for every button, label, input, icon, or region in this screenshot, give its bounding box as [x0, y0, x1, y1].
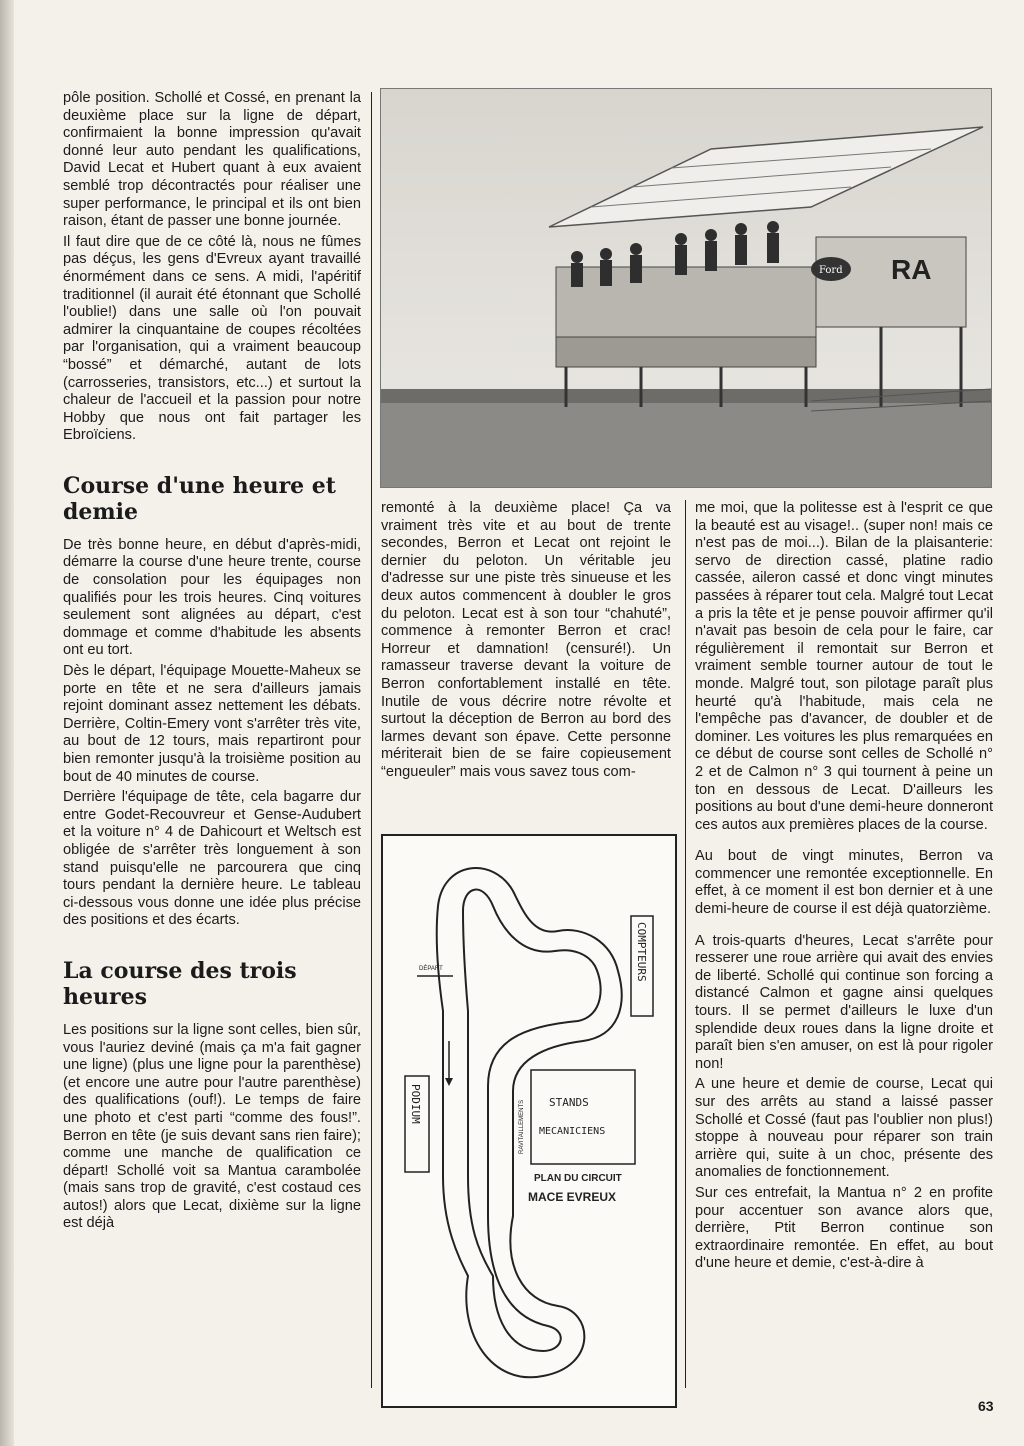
grandstand-photo: [380, 88, 992, 488]
column-left: [63, 90, 361, 1236]
circuit-map: [381, 834, 677, 1408]
paragraph: De très bonne heure, en début d'après-midi, démarre la course d'une heure trente, course de consolation pour les équipages non qualifiés pour les trois heures. Cinq voitures seulement sont alignées au départ, c'est dommage et comme d'habitude les absents ont eu tort.: [63, 536, 361, 659]
map-title-line2: MACE EVREUX: [528, 1190, 617, 1204]
direction-arrowhead-icon: [445, 1078, 453, 1086]
circuit-plan-drawing: [383, 836, 675, 1406]
column-divider: [685, 500, 686, 1388]
depart-label: DÉPART: [419, 966, 443, 972]
paragraph: me moi, que la politesse est à l'esprit ce que la beauté est au visage!.. (super non! mais ce n'est pas de moi...). Bilan de la plaisanterie: servo de direction cassé, platine radio cassée, aileron cassé et donc vingt minutes passées à réparer tout cela. Malgré tout Lecat a pris la tête et je pense pouvoir affirmer qu'il n'avait pas besoin de cela pour le faire, car régulièrement il remontait sur Berron et vraiment semble tourner autour de tout le monde. Malgré tout, son pilotage paraît plus heurté qu'à l'habitude, mais cela ne l'empêche pas d'avancer, de doubler et de dominer. Les voitures les plus remarquées en ce début de course sont celles de Schollé n° 2 et de Calmon n° 3 qui tournent à peine un ton en dessous de Lecat. D'ailleurs les positions au bout d'une demi-heure donneront ces autos aux premières places de la course.: [695, 500, 993, 833]
paragraph: pôle position. Schollé et Cossé, en prenant la deuxième place sur la ligne de départ, confirmaient la bonne impression qu'avait donné leur auto pendant les qualifications, David Lecat et Hubert quant à eux avaient semblé trop décontractés pour réaliser une super performance, le principal et ils ont bien raison, étant de passer une bonne journée.: [63, 90, 361, 230]
page-binding-edge: [0, 0, 14, 1446]
paragraph: remonté à la deuxième place! Ça va vraiment très vite et au bout de trente secondes, Berron et Lecat ont rejoint le dernier du peloton. Un véritable jeu d'adresse sur une piste très sinueuse et les deux autos commencent à doubler le gros du peloton. Lecat est à son tour “chahuté”, commence à remonter Berron et crac! Horreur et damnation! (censuré!). Un ramasseur traverse devant la voiture de Berron confortablement installé en tête. Inutile de vous décrire notre révolte et surtout la déception de Berron au bord des larmes devant son épave. Cette personne mériterait bien de se faire copieusement “engueuler” mais vous savez tous com-: [381, 500, 671, 780]
column-right: [695, 500, 993, 1276]
podium-label: PODIUM: [409, 1084, 422, 1124]
paragraph: A trois-quarts d'heures, Lecat s'arrête pour resserer une roue arrière qui avait des envies de liberté. Schollé qui continue son forcing a distancé Calmon et gagne ainsi quelques tours. Il se permet d'ailleurs le luxe d'un splendide deux roues dans la ligne droite et paraît bien s'en amuser, on est là pour rigoler non!: [695, 932, 993, 1072]
stands-label: STANDS: [549, 1096, 589, 1109]
banner-text: RA: [891, 254, 932, 285]
map-title-line1: PLAN DU CIRCUIT: [534, 1173, 622, 1184]
grandstand-illustration: [381, 89, 991, 487]
paragraph: Derrière l'équipage de tête, cela bagarre dur entre Godet-Recouvreur et Gense-Audubert et la voiture n° 4 de Dahicourt et Weltsch est obligée de s'arrêter très longuement à son stand puisqu'elle ne parcourera que cinq tours pendant la dernière heure. Le tableau ci-dessous vous donne une idée plus précise des positions et des écarts.: [63, 789, 361, 929]
ford-sign-text: Ford: [819, 265, 843, 276]
paragraph: Il faut dire que de ce côté là, nous ne fûmes pas déçus, les gens d'Evreux ayant travaillé énormément dans ce sens. A midi, l'apéritif traditionnel (il aurait été étonnant que Schollé l'oublie!) dans une salle où l'on pouvait admirer la cinquantaine de coupes récoltées par l'organisation, qui a vraiment beaucoup “bossé” et démarché, autant de lots (carrosseries, transistors, etc...) et surtout la chaleur de l'accueil et la passion pour notre Hobby que nous ont fait partager les Ebroïciens.: [63, 233, 361, 444]
paragraph: Dès le départ, l'équipage Mouette-Maheux se porte en tête et ne sera d'ailleurs jamais rejoint dominant assez nettement les débats. Derrière, Coltin-Emery vont s'arrêter très vite, au bout de 12 tours, mais repartiront pour bien remonter jusqu'à la troisième position au bout de 40 minutes de course.: [63, 663, 361, 785]
paragraph: Au bout de vingt minutes, Berron va commencer une remontée exceptionnelle. En effet, à ce moment il est bon dernier et à une demi-heure de course il est déjà quatorzième.: [695, 848, 993, 918]
stands-box: [531, 1070, 635, 1164]
ravitaillements-label: RAVITAILLEMENTS: [519, 1099, 525, 1154]
paragraph: Les positions sur la ligne sont celles, bien sûr, vous l'auriez deviné (mais ça m'a fait gagner une ligne) (plus une ligne pour la parenthèse) (et encore une autre pour l'autre parenthèse) des qualifications (ouf!). Le temps de faire une photo et c'est parti “comme des fous!”. Berron en tête (je suis devant sans rien faire); comme une manche de qualification ce départ! Schollé voit sa Mantua carambolée (mais sans trop de gravité, c'est costaud ces autos!) alors que Lecat, dixième sur la ligne est déjà: [63, 1021, 361, 1232]
compteurs-label: COMPTEURS: [635, 922, 648, 982]
mecaniciens-label: MECANICIENS: [539, 1126, 606, 1137]
section-heading: La course des trois heures: [63, 957, 297, 1010]
column-divider: [371, 92, 372, 1388]
page-number: 63: [978, 1398, 994, 1414]
paragraph: Sur ces entrefait, la Mantua n° 2 en profite pour accentuer son avance alors que, derrière, Ptit Berron continue son extraordinaire remontée. En effet, au bout d'une heure et demie, c'est-à-dire à: [695, 1184, 993, 1272]
paragraph: A une heure et demie de course, Lecat qui sur des arrêts au stand a laissé passer Schollé et Cossé (faut pas l'oublier non plus!) stoppe à nouveau pour réparer son train arrière qui, suite à un choc, présente des anomalies de fonctionnement.: [695, 1076, 993, 1181]
column-middle: [381, 500, 671, 785]
section-heading: Course d'une heure et demie: [63, 472, 336, 525]
